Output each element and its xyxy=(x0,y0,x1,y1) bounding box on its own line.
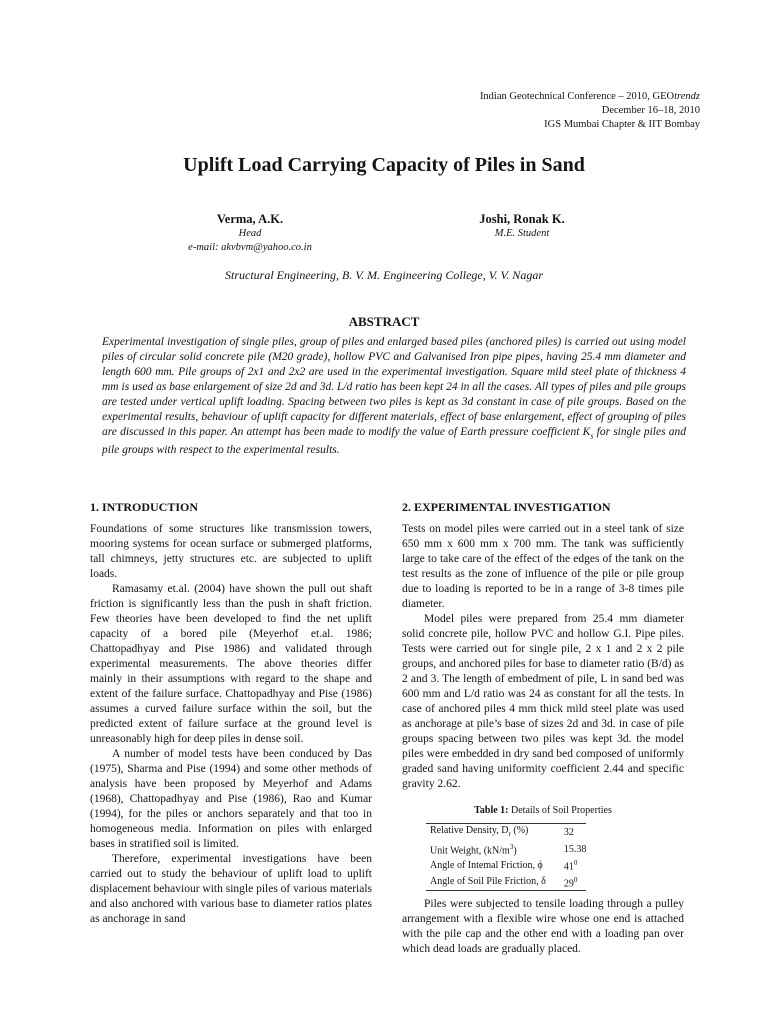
experimental-paragraph-2: Model piles were prepared from 25.4 mm diameter solid concrete pile, hollow PVC and hollow G.I. Pipe piles. Tests were carried out for single pile, 2 x 1 and 2 x 2 pile groups, and anchored piles for base to diameter ratio (B/d) as 2 and 3. The length of embedment of pile, L in sand bed was 600 mm and L/d ratio was 24 as constant for all the tests. In case of anchored piles 4 mm thick mild steel plate was used as anchorage at pile’s base of sizes 2d and 3d. in case of pile groups spacing between two piles was kept 3d. the model piles were embedded in dry sand bed composed of uniformly graded sand having uniformity coefficient 2.44 and specific gravity 2.62. xyxy=(402,613,684,790)
intro-paragraph-4: Therefore, experimental investigations have been carried out to study the behaviour of uplift load to uplift displacement behaviour with single piles of various materials and also anchored with various base to diameter ratios plates as anchorage in sand xyxy=(90,853,372,925)
experimental-paragraph-3: Piles were subjected to tensile loading through a pulley arrangement with a flexible wire whose one end is attached with the pile cap and the other end with a loading pan over which dead loads are gradually placed. xyxy=(402,897,684,955)
author-2-role: M.E. Student xyxy=(494,228,550,239)
table-cell-value: $41^0$ xyxy=(563,859,578,873)
table-cell-value: 15.38 xyxy=(563,843,587,855)
table-cell-property: Unit Weight, $(kN/m^3)$ xyxy=(430,843,517,857)
table-row xyxy=(426,824,586,842)
affiliation: Structural Engineering, B. V. M. Engineering College, V. V. Nagar xyxy=(225,268,543,282)
author-1 xyxy=(130,212,370,255)
table-cell-value: 32 xyxy=(546,824,587,842)
conference-line: Indian Geotechnical Conference – 2010, GEOtrendz xyxy=(479,91,700,102)
intro-paragraph-3: A number of model tests have been conduced by Das (1975), Sharma and Pise (1994) and some other methods of analysis have been proposed by Meyerhof and Adams (1968), Chattopadhyay and Pise (1986), Rao and Kumar (1994), for the piles or anchors separately and that too in homogeneous media. Information on piles with enlarged bases in stratified soil is limited. xyxy=(90,748,372,850)
experimental-section xyxy=(402,500,684,957)
author-1-email: e-mail: akvbvm@yahoo.co.in xyxy=(188,242,312,253)
introduction-section xyxy=(90,500,372,927)
table-cell-property: Relative Density, $D_r$ (%) xyxy=(426,824,546,842)
table-cell-property: Angle of Intemal Friction, ϕ xyxy=(430,859,543,871)
table-row xyxy=(426,841,586,857)
soil-properties-table xyxy=(426,823,586,891)
table-row xyxy=(426,874,586,891)
conference-header xyxy=(340,90,700,132)
abstract-body: Experimental investigation of single piles, group of piles and enlarged based piles (anchored piles) is carried out using model piles of circular solid concrete pile (M20 grade), hollow PVC and Galvanised Iron pipe pipes, having 25.4 mm diameter and length 600 mm. Pile groups of 2x1 and 2x2 are used in the experimental investigation. Square mild steel plate of thickness 4 mm is used as base enlargement of size 2d and 3d. L/d ratio has been kept 24 in all the cases. All types of piles and pile groups are tested under vertical uplift loading. Spacing between two piles is kept as 3d constant in case of pile groups. Based on the experimental results, behaviour of uplift capacity for different materials, effect of base enlargement, effect of grouping of piles are discussed in this paper. An attempt has been made to modify the value of Earth pressure coefficient $K_s$ for single piles and pile groups with respect to the experimental results. xyxy=(102,336,686,457)
experimental-paragraph-1: Tests on model piles were carried out in a steel tank of size 650 mm x 600 mm x 700 mm. The tank was sufficiently large to take care of the effect of the edges of the tank on the test results as the zone of influence of the pile or pile group due to loading is reported to be in a range of 3-8 times pile diameter. xyxy=(402,523,684,610)
conference-dates: December 16–18, 2010 xyxy=(601,105,700,116)
author-2-name: Joshi, Ronak K. xyxy=(479,212,565,226)
abstract-heading: ABSTRACT xyxy=(348,314,420,329)
table-row xyxy=(426,857,586,873)
table-cell-value: $29^0$ xyxy=(546,874,587,891)
author-1-role: Head xyxy=(238,228,262,239)
intro-paragraph-1: Foundations of some structures like transmission towers, mooring systems for ocean surface or submerged platforms, tall chimneys, jetty structures etc. are subjected to uplift loads. xyxy=(90,523,372,580)
author-1-name: Verma, A.K. xyxy=(216,212,284,226)
author-2 xyxy=(402,212,642,241)
table-caption: Table 1: Details of Soil Properties xyxy=(474,805,612,816)
paper-title: Uplift Load Carrying Capacity of Piles in Sand xyxy=(183,154,585,176)
intro-paragraph-2: Ramasamy et.al. (2004) have shown the pull out shaft friction is significantly less than the push in shaft friction. Few theories have been developed to find the net uplift capacity of a bored pile (Meyerhof et.al. 1986; Chattopadhyay and Pise 1986) and validated through experimental measurements. The above theories differ mainly in their assumptions with regard to the shape and extent of the failure surface. Chattopadhyay and Pise (1986) assumes a curved failure surface within the soil, but the predicted extent of failure surface at the ground level is unreasonably high for deep piles in dense soil. xyxy=(90,583,372,745)
conference-venue: IGS Mumbai Chapter & IIT Bombay xyxy=(544,119,700,130)
experimental-heading: 2. EXPERIMENTAL INVESTIGATION xyxy=(402,500,611,514)
introduction-heading: 1. INTRODUCTION xyxy=(90,500,199,514)
table-cell-property: Angle of Soil Pile Friction, δ xyxy=(426,874,546,891)
